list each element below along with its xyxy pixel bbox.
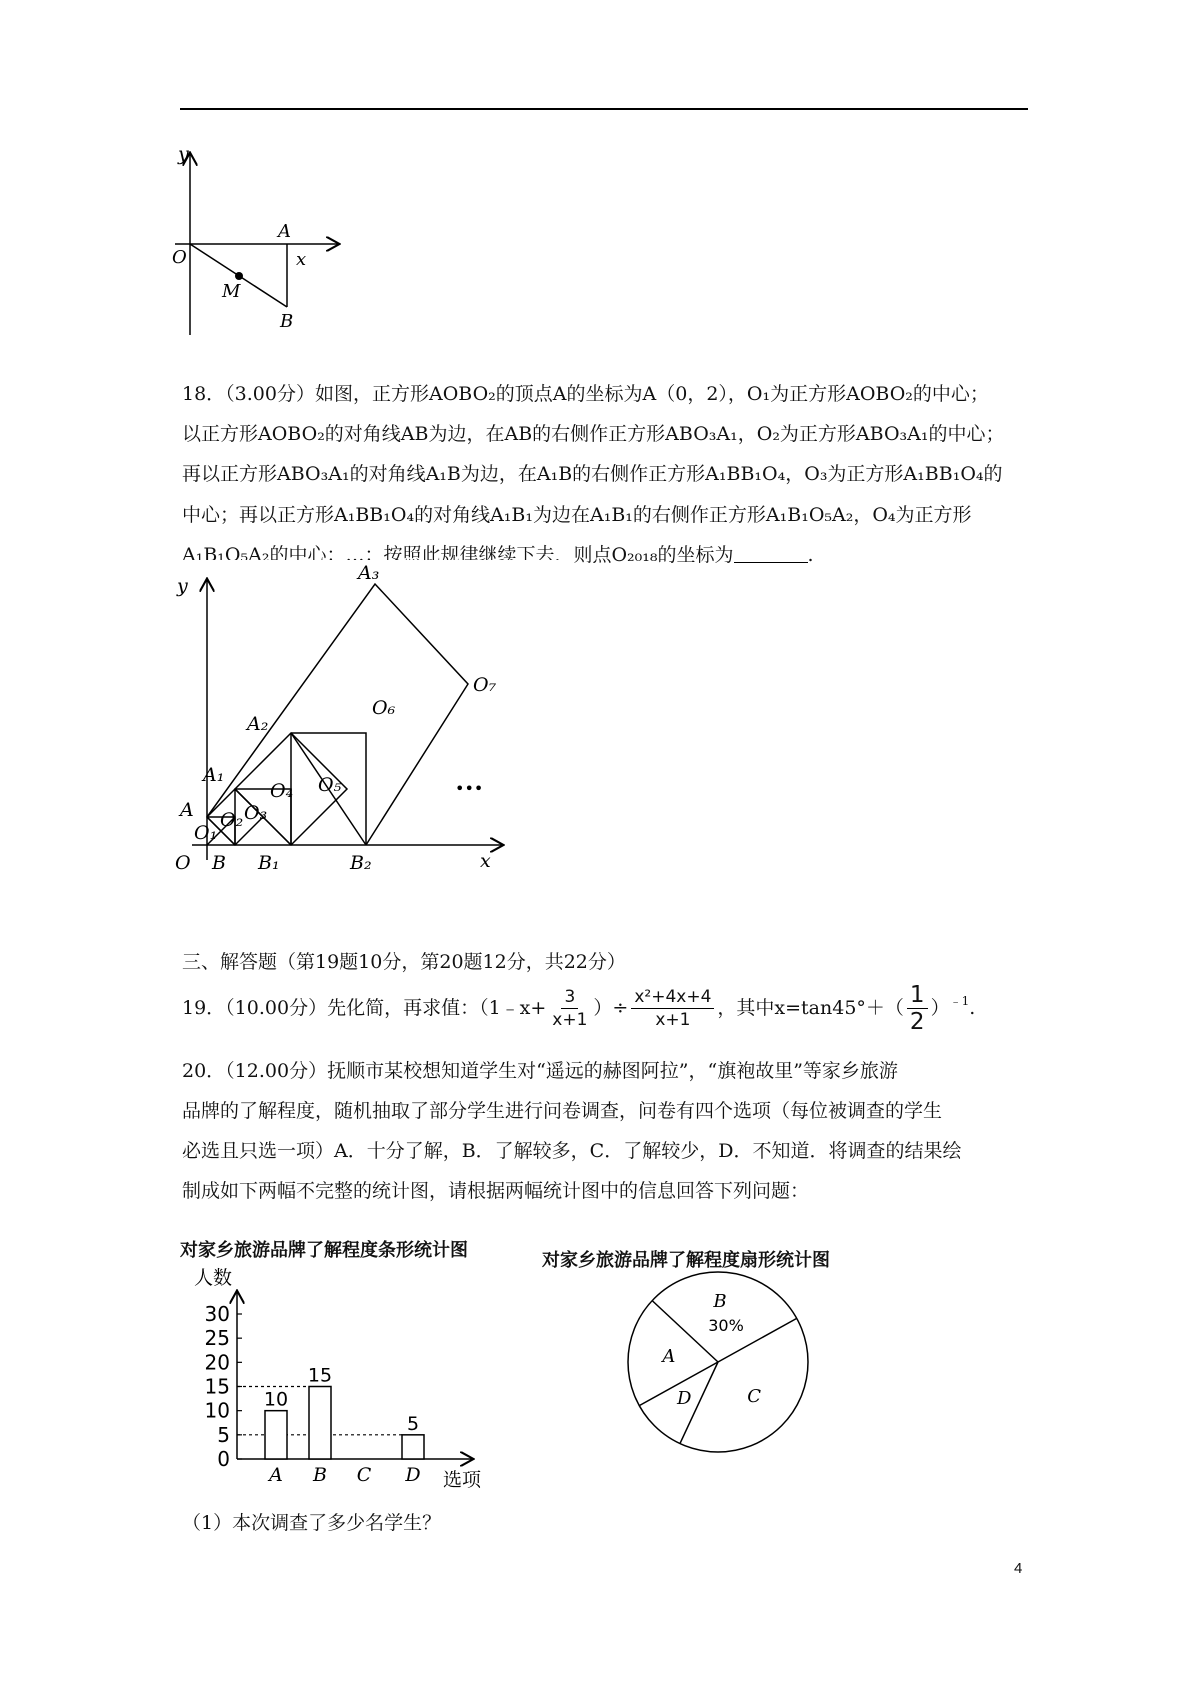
- pie-label-A: A: [662, 1345, 676, 1367]
- q19-fraction-2: [631, 987, 714, 1030]
- q19-exponent: ﹣1: [949, 994, 970, 1008]
- bar-category-D: D: [405, 1464, 421, 1486]
- q20-line-4: 制成如下两幅不完整的统计图，请根据两幅统计图中的信息回答下列问题：: [182, 1180, 810, 1202]
- label-b: B: [212, 852, 226, 874]
- bar-chart-ytick-label: 0: [217, 1447, 230, 1471]
- label-m: M: [222, 281, 241, 302]
- q19-suffix-2: ）: [930, 997, 950, 1019]
- answer-blank: [734, 544, 808, 563]
- q18-line-1: 18．（3.00分）如图，正方形AOBO₂的顶点A的坐标为A（0，2），O₁为正方形AOBO₂的中心；: [182, 383, 989, 405]
- label-o2: O₂: [220, 809, 244, 831]
- bar-chart-ytick-label: 25: [204, 1326, 230, 1351]
- section-3-heading: 三、解答题（第19题10分，第20题12分，共22分）: [182, 951, 626, 973]
- q18-line-2: 以正方形AOBO₂的对角线AB为边，在AB的右侧作正方形ABO₃A₁，O₂为正方形ABO₃A₁的中心；: [182, 423, 1005, 445]
- label-o4: O₄: [270, 780, 294, 802]
- q19-mid: ）÷: [593, 997, 629, 1019]
- bar-chart-ytick-label: 20: [204, 1350, 230, 1375]
- q19-fraction-3: [907, 983, 928, 1034]
- label-a2: A₂: [247, 713, 269, 735]
- bar-category-C: C: [356, 1464, 372, 1486]
- label-a: A: [278, 221, 291, 242]
- bar-B: [309, 1387, 331, 1460]
- bar-chart-ytick-label: 10: [204, 1398, 230, 1423]
- q19-fraction-1-denominator: x+1: [552, 1009, 588, 1030]
- q19-line: [182, 980, 975, 1036]
- label-b2: B₂: [350, 852, 372, 874]
- label-o3: O₃: [244, 802, 268, 824]
- q19-end: .: [969, 997, 976, 1019]
- pie-chart: [620, 1262, 820, 1462]
- pie-label-D: D: [677, 1388, 692, 1410]
- header-rule: [180, 108, 1028, 110]
- label-x: x: [480, 850, 491, 872]
- label-o5: O₅: [318, 774, 342, 796]
- label-a1: A₁: [203, 764, 225, 786]
- label-x: x: [296, 249, 307, 270]
- label-o7: O₇: [473, 674, 497, 696]
- bar-data-label-D: 5: [406, 1412, 420, 1435]
- bar-data-label-B: 15: [307, 1364, 333, 1387]
- q18-line-4: 中心；再以正方形A₁BB₁O₄的对角线A₁B₁为边在A₁B₁的右侧作正方形A₁B₁O₅A₂，O₄为正方形: [182, 504, 972, 526]
- q18-line-5-end: .: [807, 544, 814, 566]
- q19-fraction-3-denominator: 2: [909, 1008, 925, 1035]
- label-b: B: [280, 311, 294, 332]
- label-continuation-dots: •••: [455, 779, 484, 798]
- bar-category-B: B: [313, 1464, 327, 1486]
- q20-line-3: 必选且只选一项）A．十分了解，B．了解较多，C．了解较少，D．不知道．将调查的结果绘: [182, 1140, 962, 1162]
- label-o: O: [172, 247, 187, 268]
- q19-fraction-1-numerator: 3: [561, 987, 578, 1009]
- bar-category-A: A: [269, 1464, 283, 1486]
- label-o6: O₆: [372, 697, 396, 719]
- bar-D: [402, 1435, 424, 1459]
- label-o1: O₁: [194, 822, 218, 844]
- bar-chart-xlabel: 选项: [443, 1469, 482, 1491]
- pie-percent-B: 30%: [708, 1315, 744, 1335]
- q18-line-5-text: A₁B₁O₅A₂的中心；…；按照此规律继续下去，则点O₂₀₁₈的坐标为: [182, 544, 734, 566]
- label-a: A: [180, 799, 194, 821]
- bar-chart-ytick-label: 30: [204, 1302, 230, 1326]
- bar-data-label-A: 10: [263, 1388, 289, 1411]
- q19-suffix-1: ，其中x=tan45°＋（: [717, 997, 904, 1019]
- figure-q18-clean: [172, 560, 572, 880]
- bar-chart-title: 对家乡旅游品牌了解程度条形统计图: [180, 1240, 468, 1261]
- q19-prefix: 19．（10.00分）先化简，再求值：（1﹣x+: [182, 997, 547, 1019]
- q20-line-2: 品牌的了解程度，随机抽取了部分学生进行问卷调查，问卷有四个选项（每位被调查的学生: [182, 1100, 943, 1122]
- q19-fraction-2-numerator: x²+4x+4: [631, 987, 714, 1009]
- label-y: y: [178, 150, 189, 165]
- pie-label-B: B: [713, 1290, 727, 1312]
- q19-fraction-1: [549, 987, 590, 1030]
- label-a3: A₃: [358, 562, 380, 584]
- bar-chart-ylabel: 人数: [194, 1267, 233, 1289]
- q19-fraction-3-numerator: 1: [907, 983, 928, 1009]
- page-number: 4: [1014, 1560, 1023, 1577]
- pie-chart-title: 对家乡旅游品牌了解程度扇形统计图: [542, 1250, 830, 1271]
- label-o: O: [175, 852, 191, 874]
- bar-chart-ytick-label: 15: [204, 1374, 230, 1399]
- point-m: [235, 272, 243, 280]
- q20-subquestion-1: （1）本次调查了多少名学生？: [182, 1512, 442, 1534]
- bar-chart: [180, 1262, 510, 1492]
- bar-chart-ytick-label: 5: [217, 1422, 230, 1447]
- bar-A: [265, 1411, 287, 1459]
- q20-line-1: 20．（12.00分）抚顺市某校想知道学生对“遥远的赫图阿拉”，“旗袍故里”等家乡旅游: [182, 1060, 898, 1082]
- label-y: y: [177, 575, 188, 597]
- q19-fraction-2-denominator: x+1: [655, 1009, 691, 1030]
- label-b1: B₁: [258, 852, 280, 874]
- figure-q17: [170, 150, 350, 360]
- q18-line-3: 再以正方形ABO₃A₁的对角线A₁B为边，在A₁B的右侧作正方形A₁BB₁O₄，O₃为正方形A₁BB₁O₄的: [182, 463, 1003, 485]
- pie-label-C: C: [747, 1385, 762, 1407]
